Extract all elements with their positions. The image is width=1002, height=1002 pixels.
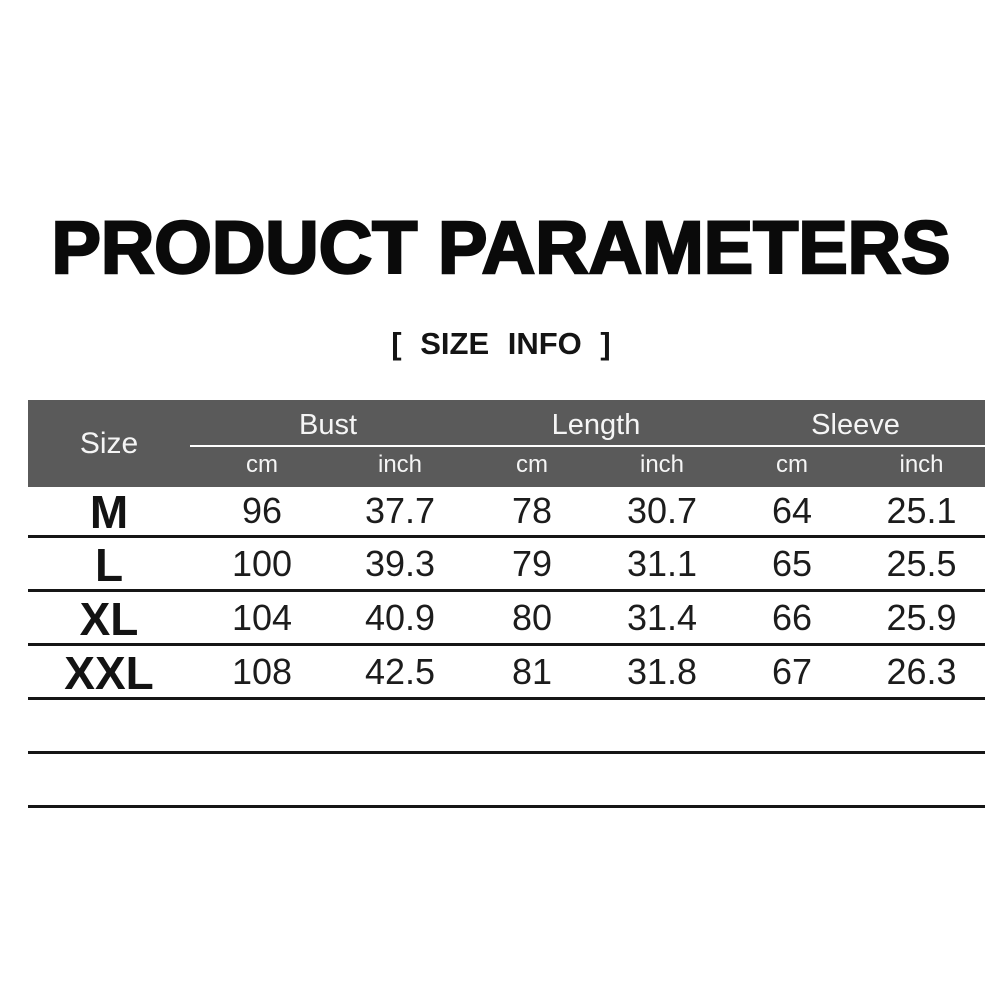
size-label: XXL [64, 646, 154, 699]
length-group-header: Length [551, 408, 641, 441]
table-header [28, 400, 985, 487]
empty-table-row [28, 700, 985, 754]
bust-inch-value: 37.7 [364, 490, 436, 531]
length-inch-value: 31.1 [626, 542, 698, 584]
bust-cm-value: 96 [241, 490, 283, 531]
table-row-m [28, 487, 985, 538]
table-row-l [28, 538, 985, 592]
sleeve-inch-value: 25.5 [886, 542, 957, 584]
length-inch-value: 30.7 [626, 490, 698, 531]
sleeve-inch-value: 26.3 [886, 650, 957, 692]
sleeve-group-header: Sleeve [811, 408, 900, 441]
bust-inch-value: 40.9 [364, 596, 436, 638]
unit-header-sleeve-inch: inch [899, 450, 944, 478]
bust-inch-value: 39.3 [364, 542, 436, 584]
length-inch-value: 31.8 [626, 650, 698, 692]
table-body [28, 487, 985, 808]
size-label: M [89, 486, 129, 538]
bust-inch-value: 42.5 [364, 650, 436, 692]
sleeve-cm-value: 67 [771, 650, 813, 692]
empty-table-row [28, 754, 985, 808]
header-divider-line [190, 445, 985, 447]
sleeve-inch-value: 25.1 [886, 490, 957, 531]
unit-header-bust-inch: inch [377, 450, 423, 478]
bust-cm-value: 108 [231, 650, 293, 692]
unit-header-length-inch: inch [639, 450, 685, 478]
bust-cm-value: 100 [231, 542, 293, 584]
length-cm-value: 80 [511, 596, 553, 638]
length-cm-value: 79 [511, 542, 553, 584]
size-info-subtitle: [ SIZE INFO ] [391, 326, 611, 361]
sleeve-cm-value: 66 [771, 596, 813, 638]
size-column-header: Size [79, 426, 139, 460]
length-cm-value: 81 [511, 650, 553, 692]
bust-cm-value: 104 [231, 596, 293, 638]
sleeve-cm-value: 64 [771, 490, 813, 531]
table-row-xl [28, 592, 985, 646]
page-title: PRODUCT PARAMETERS [51, 206, 951, 289]
bust-group-header: Bust [298, 408, 358, 441]
table-row-xxl [28, 646, 985, 700]
unit-header-bust-cm: cm [246, 450, 278, 478]
unit-header-sleeve-cm: cm [776, 450, 808, 478]
size-label: L [94, 538, 124, 591]
sleeve-inch-value: 25.9 [886, 596, 957, 638]
length-cm-value: 78 [511, 490, 553, 531]
sleeve-cm-value: 65 [771, 542, 813, 584]
size-label: XL [79, 592, 139, 645]
length-inch-value: 31.4 [626, 596, 698, 638]
unit-header-length-cm: cm [516, 450, 548, 478]
